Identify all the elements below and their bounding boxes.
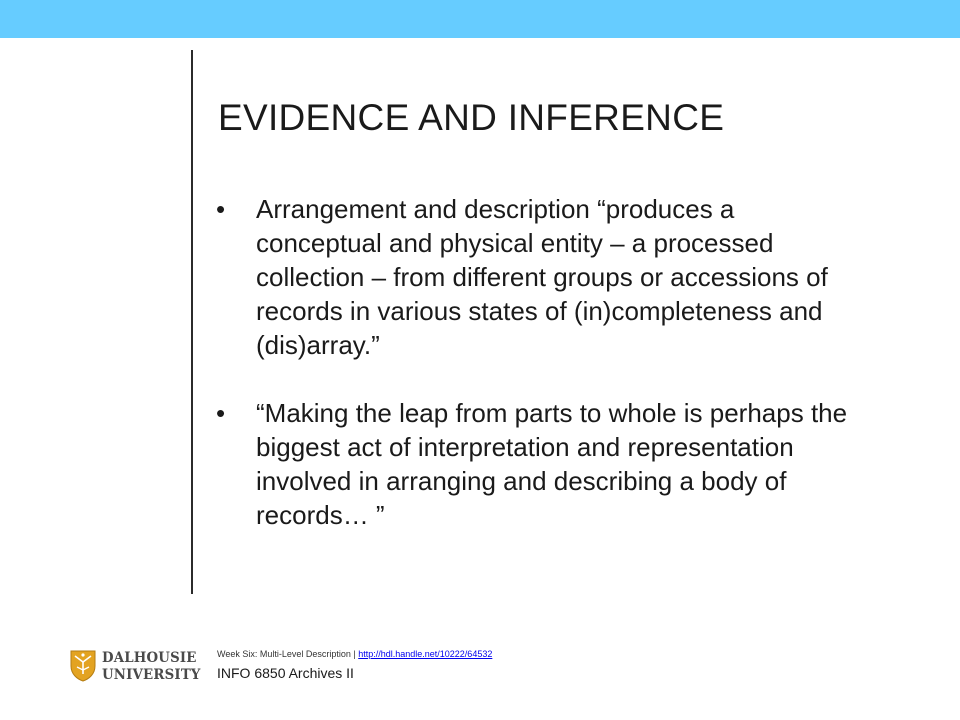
bullet-text: “Making the leap from parts to whole is perhaps the biggest act of interpretation and representation involved in arranging and describing a body of records… ” [256,398,848,530]
dalhousie-shield-icon [70,650,96,682]
logo-line-1: DALHOUSIE [102,650,197,666]
footer-week-text: Week Six: Multi-Level Description | [217,649,359,659]
logo-line-2: UNIVERSITY [102,667,201,683]
bullet-item [216,192,866,362]
bullet-list [216,192,866,532]
footer-week-line [217,648,637,660]
bullet-text: Arrangement and description “produces a conceptual and physical entity – a processed collection – from different groups or accessions of records in various states of (in)completeness and (dis)array.” [256,194,828,360]
dalhousie-logo [70,648,201,686]
bullet-mark: • [216,398,226,428]
bullet-item [216,396,866,532]
handle-link[interactable]: http://hdl.handle.net/10222/64532 [358,649,493,659]
vertical-divider [191,50,193,594]
footer-course: INFO 6850 Archives II [217,665,354,681]
top-accent-bar [0,0,960,38]
bullet-mark: • [216,194,226,224]
slide-title: EVIDENCE AND INFERENCE [218,97,725,138]
logo-wordmark [102,650,201,684]
